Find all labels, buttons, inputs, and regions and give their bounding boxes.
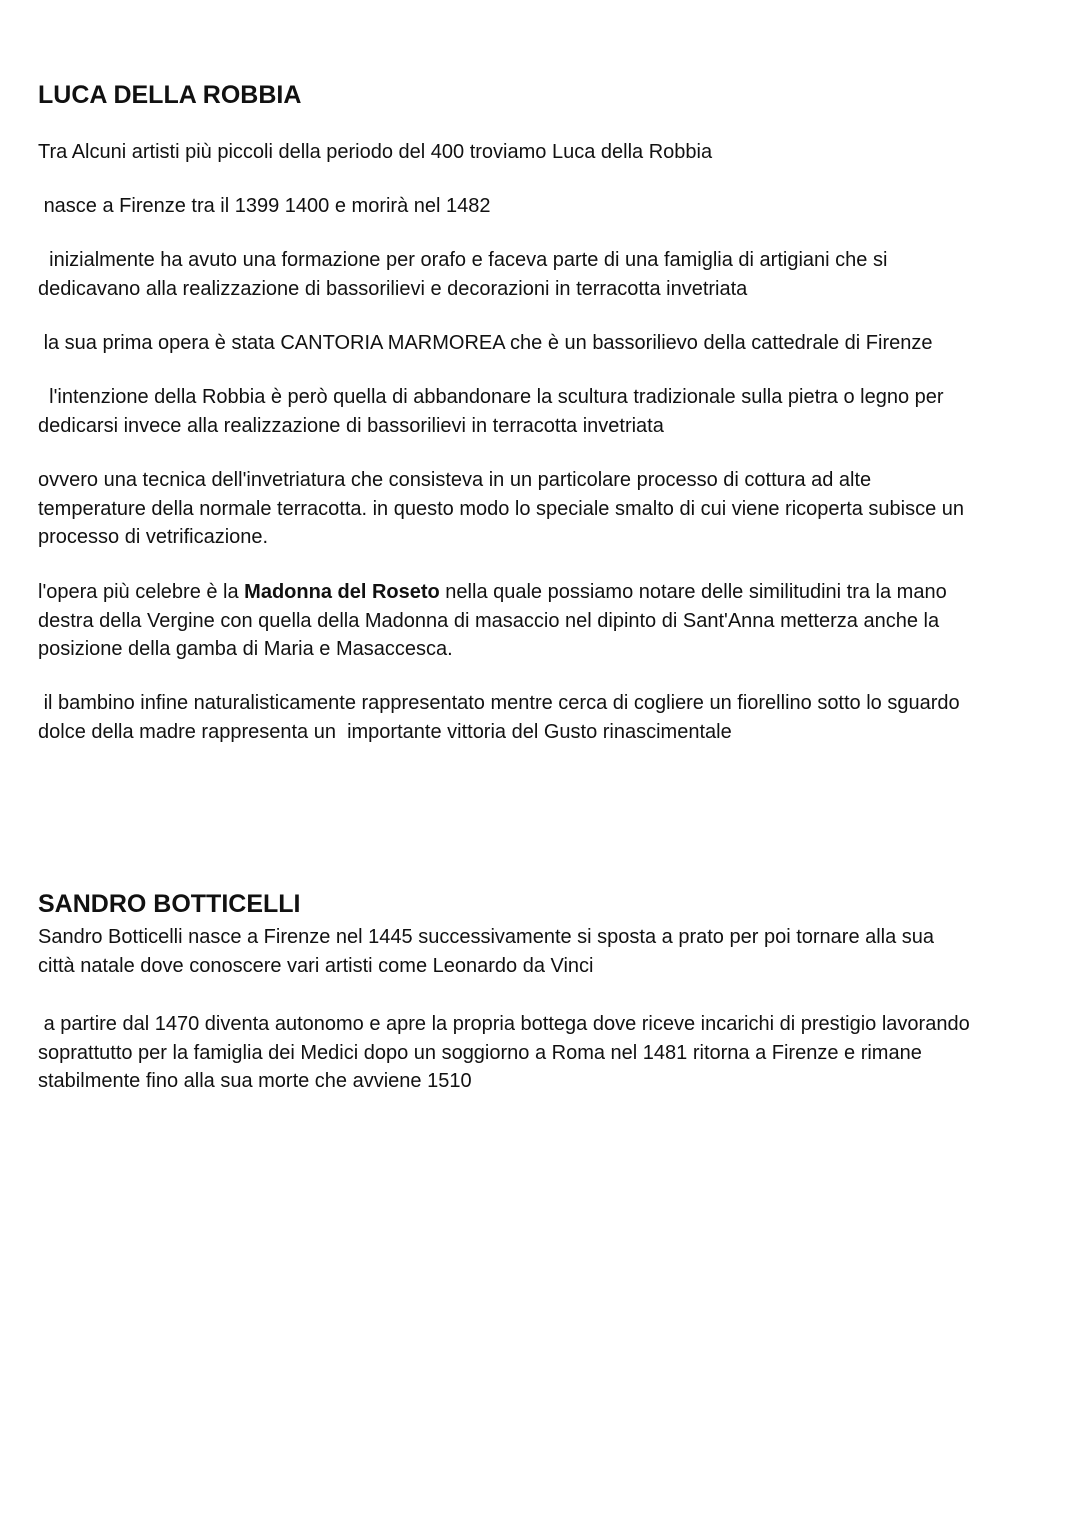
paragraph-intention: l'intenzione della Robbia è però quella di abbandonare la scultura tradizionale sulla pietra o legno per dedicarsi invece alla realizzazione di bassorilievi in terracotta invetriata bbox=[38, 386, 944, 437]
madonna-text-before: l'opera più celebre è la bbox=[38, 581, 245, 603]
paragraph-birth: nasce a Firenze tra il 1399 1400 e morirà nel 1482 bbox=[38, 195, 491, 217]
paragraph-botticelli-birth: Sandro Botticelli nasce a Firenze nel 1445 successivamente si sposta a prato per poi tornare alla sua città natale dove conoscere vari artisti come Leonardo da Vinci bbox=[38, 926, 935, 977]
section-title-sandro-botticelli: SANDRO BOTTICELLI bbox=[38, 890, 301, 918]
section-title-luca-della-robbia: LUCA DELLA ROBBIA bbox=[38, 81, 302, 109]
madonna-title-bold: Madonna del Roseto bbox=[244, 581, 440, 603]
paragraph-botticelli-career: a partire dal 1470 diventa autonomo e apre la propria bottega dove riceve incarichi di prestigio lavorando soprattutto per la famiglia dei Medici dopo un soggiorno a Roma nel 1481 ritorna a Firenze e rimane stabilmente fino alla sua morte che avviene 1510 bbox=[38, 1013, 970, 1092]
paragraph-first-work: la sua prima opera è stata CANTORIA MARMOREA che è un bassorilievo della cattedrale di Firenze bbox=[38, 332, 933, 354]
paragraph-madonna bbox=[38, 578, 1058, 664]
paragraph-training: inizialmente ha avuto una formazione per orafo e faceva parte di una famiglia di artigiani che si dedicavano alla realizzazione di bassorilievi e decorazioni in terracotta invetriata bbox=[38, 249, 888, 300]
paragraph-intro: Tra Alcuni artisti più piccoli della periodo del 400 troviamo Luca della Robbia bbox=[38, 141, 713, 163]
madonna-text-after: nella quale possiamo notare delle similitudini tra la mano destra della Vergine con quella della Madonna di masaccio nel dipinto di Sant'Anna metterza anche la posizione della gamba di Maria e Masaccesca. bbox=[38, 581, 947, 660]
paragraph-child: il bambino infine naturalisticamente rappresentato mentre cerca di cogliere un fiorellino sotto lo sguardo dolce della madre rappresenta un importante vittoria del Gusto rinascimentale bbox=[38, 692, 960, 743]
paragraph-technique: ovvero una tecnica dell'invetriatura che consisteva in un particolare processo di cottura ad alte temperature della normale terracotta. in questo modo lo speciale smalto di cui viene ricoperta subisce un processo di vetrificazione. bbox=[38, 469, 965, 548]
